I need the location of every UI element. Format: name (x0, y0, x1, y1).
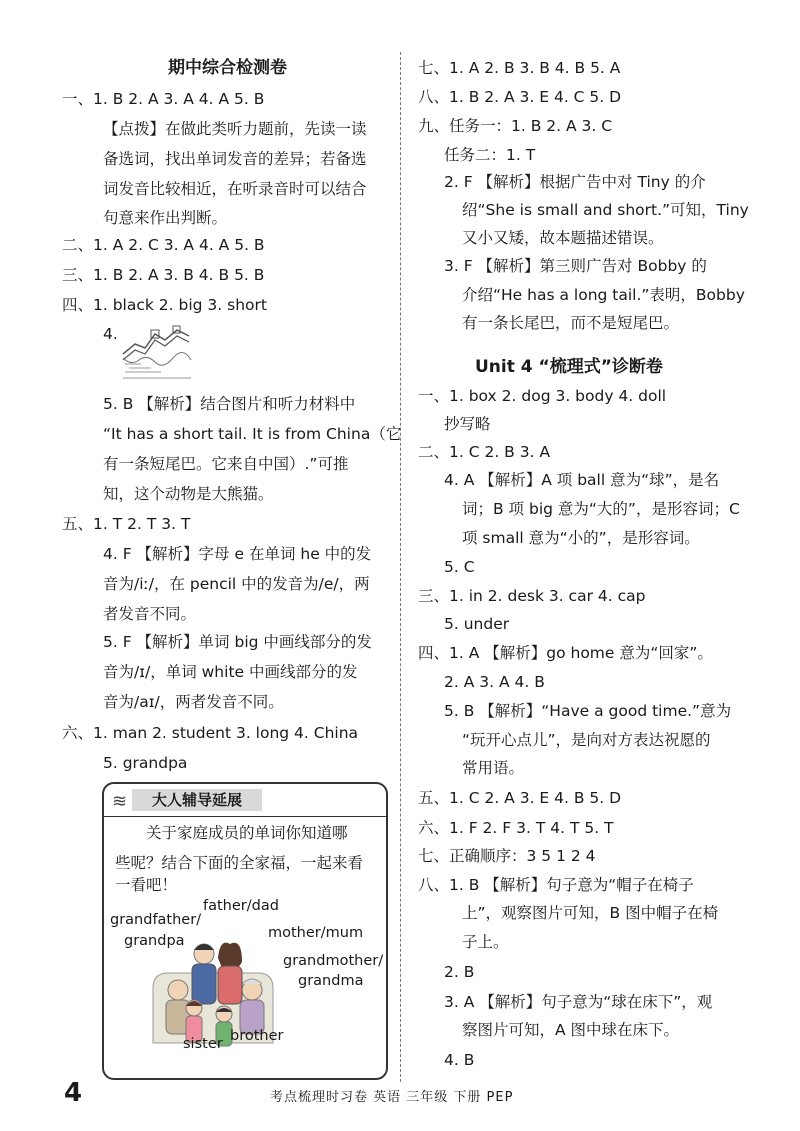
box-text-line: 一看吧！ (115, 876, 178, 894)
answer-line: 者发音不同。 (103, 605, 197, 623)
answer-line: 【点拨】在做此类听力题前，先读一读 (103, 120, 367, 138)
answer-line: 二、1. C 2. B 3. A (418, 443, 551, 461)
box-title: 大人辅导延展 (132, 789, 262, 811)
label-brother: brother (230, 1028, 284, 1044)
answer-line: 五、1. C 2. A 3. E 4. B 5. D (418, 789, 622, 807)
box-header (104, 784, 386, 817)
page-title: 期中综合检测卷 (168, 58, 287, 78)
label-grandma: grandma (298, 973, 364, 989)
answer-line: 介绍“He has a long tail.”表明，Bobby (462, 286, 745, 304)
answer-line: 备选词，找出单词发音的差异；若备选 (103, 150, 367, 168)
answer-line: 5. B 【解析】结合图片和听力材料中 (103, 395, 356, 413)
answer-line: 四、1. A 【解析】go home 意为“回家”。 (418, 644, 713, 662)
answer-line: 句意来作出判断。 (103, 209, 228, 227)
answer-line: 5. C (444, 558, 475, 576)
answer-line: 5. grandpa (103, 754, 188, 772)
wave-icon: ≋ (112, 791, 128, 812)
answer-line: 词；B 项 big 意为“大的”，是形容词；C (462, 500, 740, 518)
answer-line: 三、1. in 2. desk 3. car 4. cap (418, 587, 646, 605)
answer-line: 知，这个动物是大熊猫。 (103, 485, 274, 503)
box-text-line: 关于家庭成员的单词你知道哪 (146, 824, 348, 842)
answer-line: 2. B (444, 963, 475, 981)
answer-line: 八、1. B 【解析】句子意为“帽子在椅子 (418, 876, 694, 894)
answer-line: 子上。 (462, 933, 509, 951)
answer-line: 音为/aɪ/，两者发音不同。 (103, 693, 284, 711)
answer-line: 5. under (444, 615, 510, 633)
answer-line: 任务二：1. T (444, 146, 536, 164)
answer-line: 抄写略 (444, 415, 491, 433)
answer-line: 一、1. B 2. A 3. A 4. A 5. B (62, 90, 265, 108)
answer-line: 项 small 意为“小的”，是形容词。 (462, 529, 700, 547)
label-sister: sister (183, 1036, 223, 1052)
answer-line: 六、1. F 2. F 3. T 4. T 5. T (418, 819, 614, 837)
answer-line: 音为/ɪ/，单词 white 中画线部分的发 (103, 663, 358, 681)
label-grandfather: grandfather/ (110, 912, 202, 928)
answer-line: 七、正确顺序：3 5 1 2 4 (418, 847, 596, 865)
answer-line: 3. A 【解析】句子意为“球在床下”，观 (444, 993, 713, 1011)
answer-line: 4. B (444, 1051, 475, 1069)
answer-line: 绍“She is small and short.”可知，Tiny (462, 201, 749, 219)
answer-line: 七、1. A 2. B 3. B 4. B 5. A (418, 59, 621, 77)
answer-line: 5. B 【解析】“Have a good time.”意为 (444, 702, 732, 720)
label-father: father/dad (203, 898, 279, 914)
answer-line: 一、1. box 2. dog 3. body 4. doll (418, 387, 667, 405)
answer-line: 又小又矮，故本题描述错误。 (462, 229, 664, 247)
answer-line: 三、1. B 2. A 3. B 4. B 5. B (62, 266, 265, 284)
column-divider (400, 52, 401, 1082)
answer-line: 3. F 【解析】第三则广告对 Bobby 的 (444, 257, 707, 275)
label-grandmother: grandmother/ (283, 953, 384, 969)
label-mother: mother/mum (268, 925, 364, 941)
answer-line: 4. F 【解析】字母 e 在单词 he 中的发 (103, 545, 372, 563)
answer-line: 音为/iː/，在 pencil 中的发音为/e/，两 (103, 575, 370, 593)
box-text-line: 些呢？结合下面的全家福，一起来看 (115, 854, 364, 872)
answer-line: 六、1. man 2. student 3. long 4. China (62, 724, 359, 742)
footer-text: 考点梳理时习卷 英语 三年级 下册 PEP (270, 1090, 514, 1105)
answer-line: 有一条长尾巴，而不是短尾巴。 (462, 314, 680, 332)
answer-line: 4. A 【解析】A 项 ball 意为“球”，是名 (444, 471, 720, 489)
answer-line: 上”，观察图片可知，B 图中帽子在椅 (462, 904, 719, 922)
answer-line: 察图片可知，A 图中球在床下。 (462, 1021, 680, 1039)
unit-title: Unit 4 “梳理式”诊断卷 (475, 357, 663, 377)
answer-line: 词发音比较相近，在听录音时可以结合 (103, 180, 367, 198)
answer-line: 二、1. A 2. C 3. A 4. A 5. B (62, 236, 265, 254)
answer-line: “It has a short tail. It is from China（它 (103, 425, 402, 443)
answer-line: 有一条短尾巴。它来自中国）.”可推 (103, 455, 349, 473)
answer-line: 4. (103, 325, 118, 343)
answer-line: 九、任务一：1. B 2. A 3. C (418, 117, 613, 135)
answer-line: 2. A 3. A 4. B (444, 673, 545, 691)
answer-line: 五、1. T 2. T 3. T (62, 515, 191, 533)
great-wall-picture (121, 320, 193, 382)
answer-line: 四、1. black 2. big 3. short (62, 296, 267, 314)
answer-line: 常用语。 (462, 759, 525, 777)
page-number: 4 (64, 1078, 83, 1108)
answer-line: 5. F 【解析】单词 big 中画线部分的发 (103, 633, 372, 651)
answer-line: “玩开心点儿”，是向对方表达祝愿的 (462, 731, 711, 749)
answer-line: 八、1. B 2. A 3. E 4. C 5. D (418, 88, 622, 106)
label-grandpa: grandpa (124, 933, 185, 949)
answer-line: 2. F 【解析】根据广告中对 Tiny 的介 (444, 173, 706, 191)
